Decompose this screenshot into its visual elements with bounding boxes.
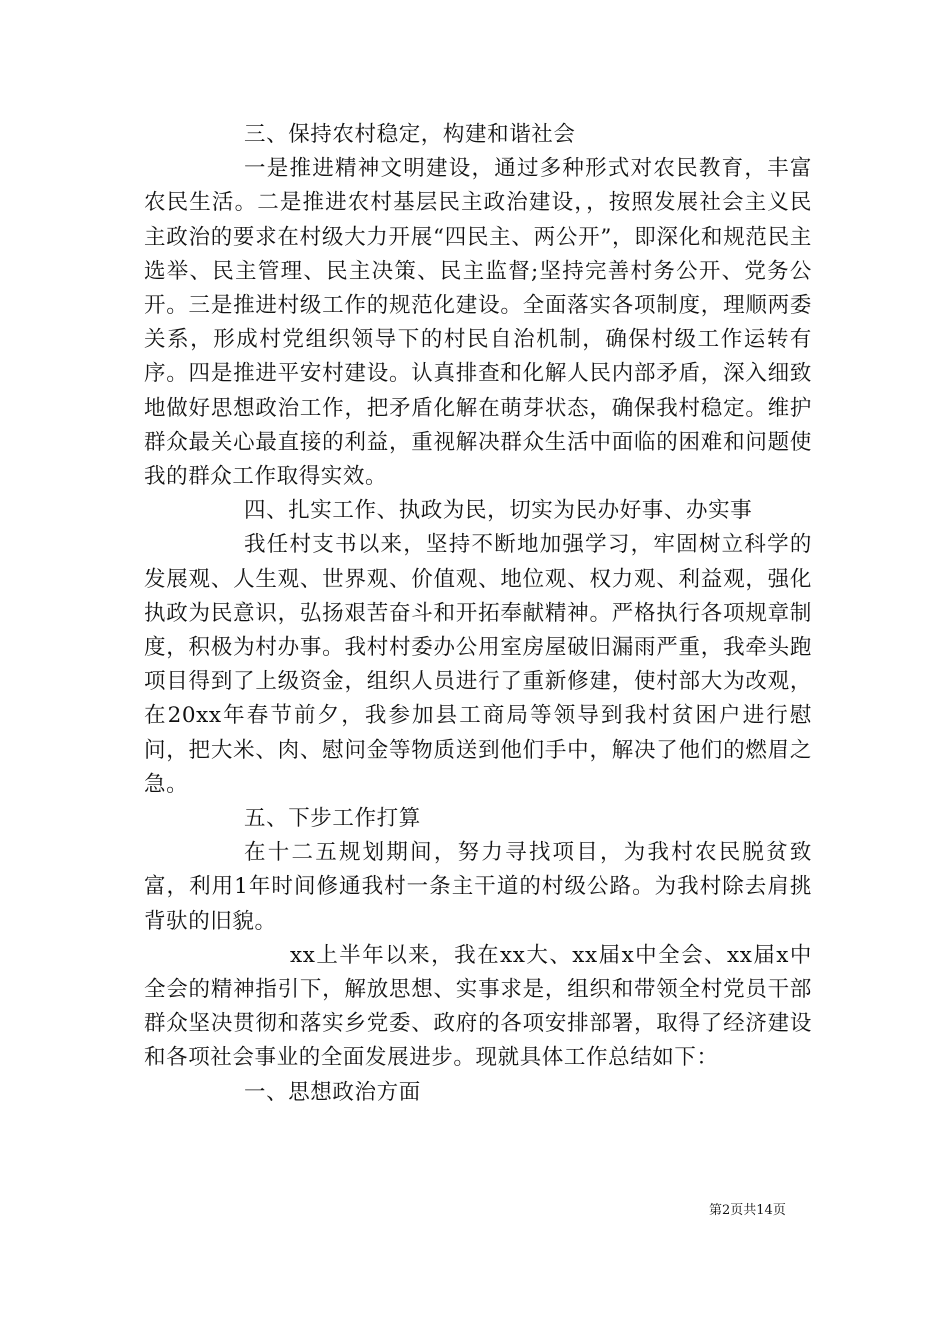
section-heading-5: 五、下步工作打算: [244, 806, 421, 832]
page-number-footer: 第2页共14页: [709, 1203, 786, 1218]
body-paragraph: 一是推进精神文明建设，通过多种形式对农民教育，丰富农民生活。二是推进农村基层民主政治建设，，按照发展社会主义民主政治的要求在村级大力开展“四民主、两公开”，即深化和规范民主选举、民主管理、民主决策、民主监督;坚持完善村务公开、党务公开。三是推进村级工作的规范化建设。全面落实各项制度，理顺两委关系，形成村党组织领导下的村民自治机制，确保村级工作运转有序。四是推进平安村建设。认真排查和化解人民内部矛盾，深入细致地做好思想政治工作，把矛盾化解在萌芽状态，确保我村稳定。维护群众最关心最直接的利益，重视解决群众生活中面临的困难和问题使我的群众工作取得实效。: [144, 156, 812, 490]
body-paragraph: 我任村支书以来，坚持不断地加强学习，牢固树立科学的发展观、人生观、世界观、价值观、地位观、权力观、利益观，强化执政为民意识，弘扬艰苦奋斗和开拓奉献精神。严格执行各项规章制度，积极为村办事。我村村委办公用室房屋破旧漏雨严重，我牵头跑项目得到了上级资金，组织人员进行了重新修建，使村部大为改观，在20xx年春节前夕，我参加县工商局等领导到我村贫困户进行慰问，把大米、肉、慰问金等物质送到他们手中，解决了他们的燃眉之急。: [144, 532, 812, 797]
section-heading-4: 四、扎实工作、执政为民，切实为民办好事、办实事: [244, 498, 753, 524]
section-heading-1: 一、思想政治方面: [244, 1079, 421, 1105]
section-heading-3: 三、保持农村稳定，构建和谐社会: [244, 122, 576, 147]
body-paragraph: 在十二五规划期间，努力寻找项目，为我村农民脱贫致富，利用1年时间修通我村一条主干道的村级公路。为我村除去肩挑背驮的旧貌。: [144, 840, 812, 934]
body-paragraph: xx上半年以来，我在xx大、xx届x中全会、xx届x中全会的精神指引下，解放思想、实事求是，组织和带领全村党员干部群众坚决贯彻和落实乡党委、政府的各项安排部署，取得了经济建设和各项社会事业的全面发展进步。现就具体工作总结如下：: [144, 942, 812, 1071]
document-body: [144, 118, 812, 1110]
